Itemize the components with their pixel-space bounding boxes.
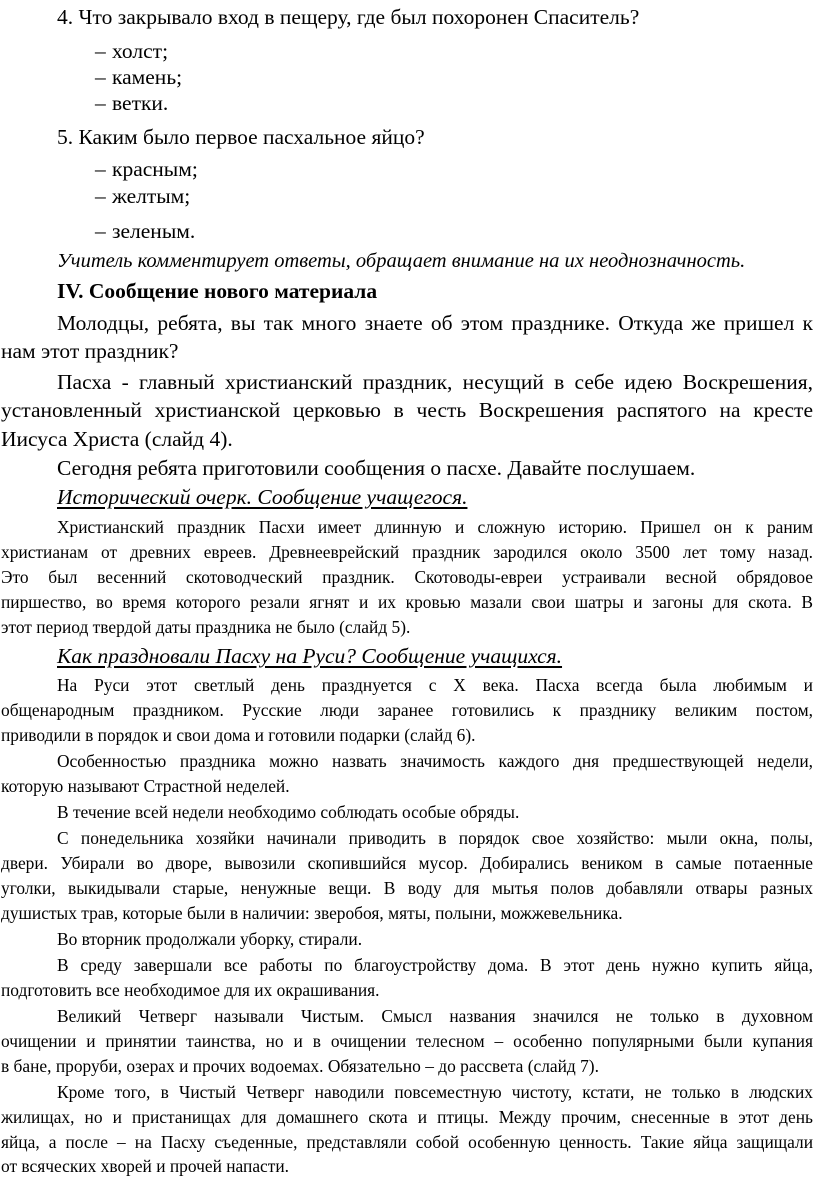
dash-bullet: – bbox=[95, 91, 106, 115]
intro-line-1: Молодцы, ребята, вы так много знаете об этом празднике. Откуда же пришел к bbox=[57, 311, 813, 335]
rus-line-13: подготовить все необходимое для их окрашивания. bbox=[1, 980, 380, 1000]
rus-line-10: душистых трав, которые были в наличии: зверобоя, мяты, полыни, можжевельника. bbox=[1, 903, 623, 923]
question-5: 5. Каким было первое пасхальное яйцо? bbox=[57, 125, 425, 149]
option-text: холст; bbox=[112, 39, 169, 63]
history-line-5: этот период твердой даты праздника не было (слайд 5). bbox=[1, 617, 411, 637]
rus-line-2: общенародным праздником. Русские люди заранее готовились к празднику великим постом, bbox=[1, 700, 813, 720]
history-line-4: пиршество, во время которого резали ягнят и их кровью мазали свои шатры и загоны для скота. В bbox=[1, 592, 813, 612]
rus-line-1: На Руси этот светлый день празднуется с X века. Пасха всегда была любимым и bbox=[57, 675, 813, 695]
dash-bullet: – bbox=[95, 39, 106, 63]
rus-line-6: В течение всей недели необходимо соблюдать особые обряды. bbox=[57, 802, 520, 822]
easter-def-line-2: установленный христианской церковью в честь Воскрешения распятого на кресте bbox=[1, 398, 813, 422]
rus-line-5: которую называют Страстной неделей. bbox=[1, 776, 290, 796]
dash-bullet: – bbox=[95, 184, 106, 208]
rus-line-12: В среду завершали все работы по благоустройству дома. В этот день нужно купить яйца, bbox=[57, 955, 813, 975]
option-text: камень; bbox=[112, 65, 183, 89]
history-line-3: Это был весенний скотоводческий праздник. Скотоводы-евреи устраивали весной обрядовое bbox=[1, 567, 813, 587]
rus-line-17: Кроме того, в Чистый Четверг наводили повсеместную чистоту, кстати, не только в людских bbox=[57, 1082, 813, 1102]
section-heading: IV. Сообщение нового материала bbox=[57, 279, 378, 303]
teacher-note: Учитель комментирует ответы, обращает внимание на их неоднозначность. bbox=[57, 250, 746, 272]
easter-def-line-3: Иисуса Христа (слайд 4). bbox=[1, 427, 233, 451]
question-4: 4. Что закрывало вход в пещеру, где был похоронен Спаситель? bbox=[57, 5, 640, 29]
rus-line-3: приводили в порядок и свои дома и готовили подарки (слайд 6). bbox=[1, 725, 476, 745]
dash-bullet: – bbox=[95, 157, 106, 181]
dash-bullet: – bbox=[95, 65, 106, 89]
option-text: зеленым. bbox=[112, 219, 196, 243]
rus-heading: Как праздновали Пасху на Руси? Сообщение учащихся. bbox=[57, 644, 563, 668]
rus-line-11: Во вторник продолжали уборку, стирали. bbox=[57, 929, 363, 949]
history-line-1: Христианский праздник Пасхи имеет длинную и сложную историю. Пришел он к раним bbox=[57, 517, 813, 537]
rus-line-9: уголки, выкидывали старые, ненужные вещи. В воду для мытья полов добавляли отвары разных bbox=[1, 878, 813, 898]
rus-line-14: Великий Четверг называли Чистым. Смысл названия значился не только в духовном bbox=[57, 1006, 813, 1026]
rus-line-4: Особенностью праздника можно назвать значимость каждого дня предшествующей недели, bbox=[57, 751, 813, 771]
rus-line-8: двери. Убирали во дворе, вывозили скопившийся мусор. Добирались веником в самые потаенные bbox=[1, 853, 813, 873]
rus-line-20: от всяческих хворей и прочей напасти. bbox=[1, 1156, 290, 1176]
rus-line-19: яйца, а после – на Пасху съеденные, представляли собой особенную ценность. Такие яйца защищали bbox=[1, 1132, 813, 1152]
intro-line-2: нам этот праздник? bbox=[1, 339, 179, 363]
dash-bullet: – bbox=[95, 219, 106, 243]
option-text: ветки. bbox=[112, 91, 169, 115]
history-line-2: христианам от древних евреев. Древнееврейский праздник зародился около 3500 лет тому назад. bbox=[1, 542, 813, 562]
option-text: красным; bbox=[112, 157, 198, 181]
rus-line-16: в бане, проруби, озерах и прочих водоемах. Обязательно – до рассвета (слайд 7). bbox=[1, 1056, 599, 1076]
rus-line-15: очищении и принятии таинства, но и в очищении телесном – особенно популярными были купания bbox=[1, 1031, 813, 1051]
rus-line-7: С понедельника хозяйки начинали приводить в порядок свое хозяйство: мыли окна, полы, bbox=[57, 828, 813, 848]
easter-def-line-1: Пасха - главный христианский праздник, несущий в себе идею Воскрешения, bbox=[57, 370, 813, 394]
history-heading: Исторический очерк. Сообщение учащегося. bbox=[57, 485, 468, 509]
messages-line: Сегодня ребята приготовили сообщения о пасхе. Давайте послушаем. bbox=[57, 456, 696, 480]
option-text: желтым; bbox=[112, 184, 191, 208]
rus-line-18: жилищах, но и пристанищах для домашнего скота и птицы. Между прочим, снесенные в этот день bbox=[1, 1107, 813, 1127]
